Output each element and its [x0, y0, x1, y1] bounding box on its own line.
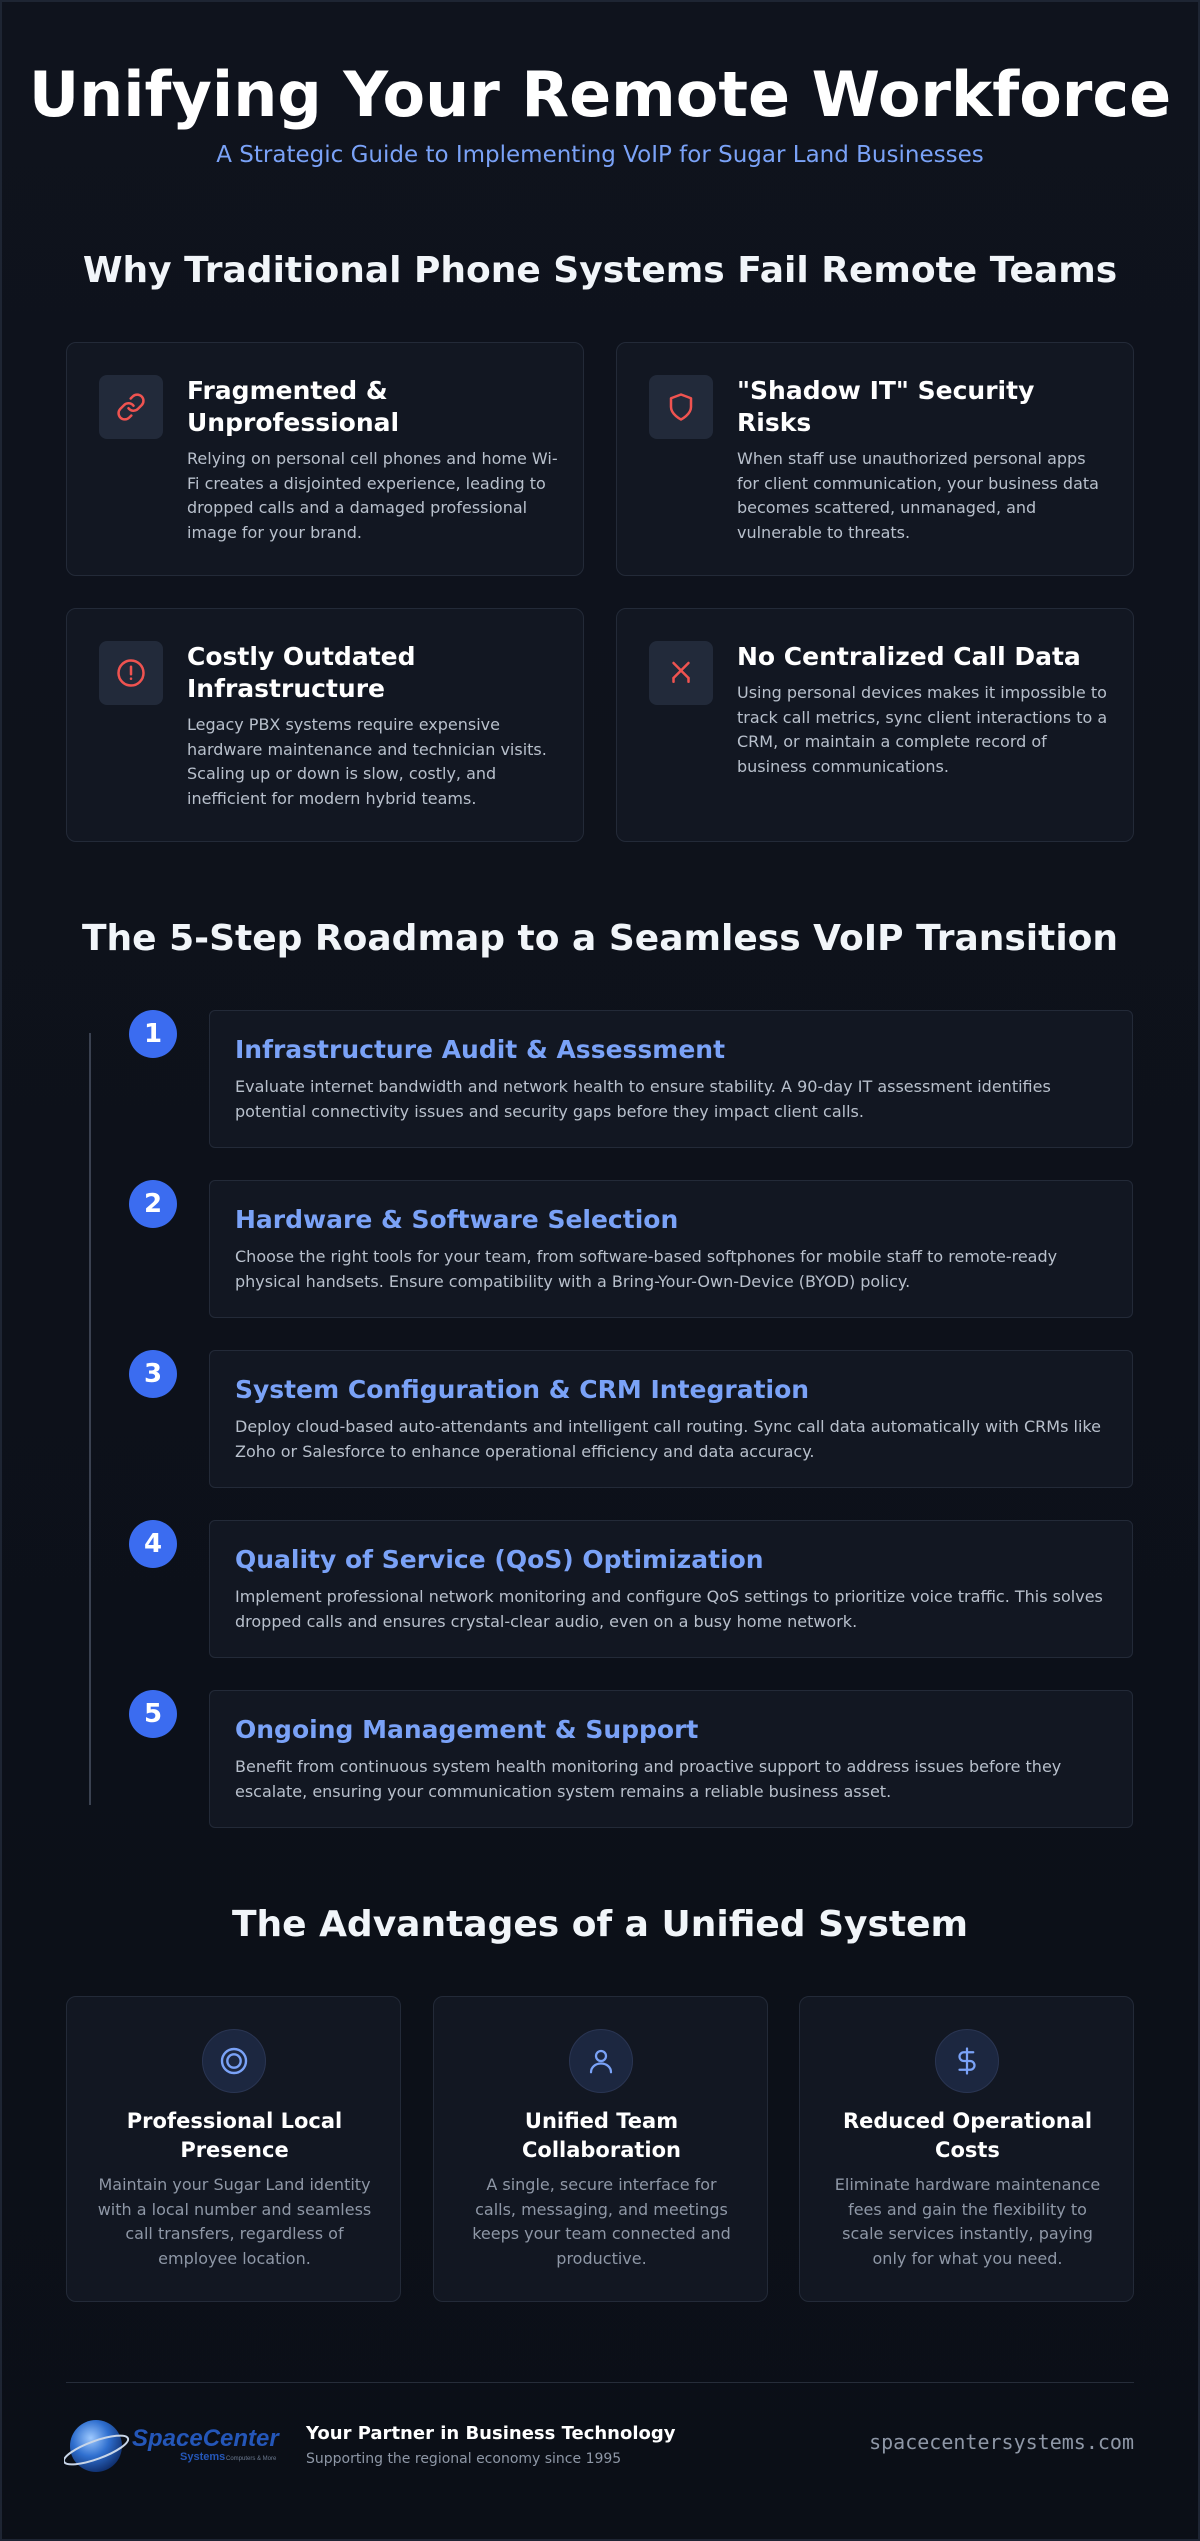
shield-icon: [649, 375, 713, 439]
advantage-text: A single, secure interface for calls, messaging, and meetings keeps your team connected and productive.: [472, 2175, 731, 2268]
roadmap-step-card: [209, 1690, 1133, 1828]
step-number-badge: 4: [129, 1520, 177, 1568]
step-title: System Configuration & CRM Integration: [235, 1375, 810, 1404]
footer-subline: Supporting the regional economy since 1995: [306, 2451, 622, 2467]
scissors-icon: [649, 641, 713, 705]
problem-card-call-data: [616, 608, 1134, 842]
problem-card-infrastructure: [66, 608, 584, 842]
problem-card-fragmented: [66, 342, 584, 576]
roadmap-step-card: [209, 1180, 1133, 1318]
step-number-badge: 2: [129, 1180, 177, 1228]
problem-heading: "Shadow IT" Security Risks: [737, 376, 1035, 437]
problem-text: When staff use unauthorized personal apps for client communication, your business data becomes scattered, unmanaged, and vulnerable to threats.: [737, 449, 1099, 542]
step-title: Ongoing Management & Support: [235, 1715, 699, 1744]
advantage-text: Maintain your Sugar Land identity with a local number and seamless call transfers, regardless of employee location.: [97, 2175, 372, 2268]
roadmap-step-card: [209, 1010, 1133, 1148]
step-number-badge: 1: [129, 1010, 177, 1058]
advantage-heading: Reduced Operational Costs: [842, 2109, 1093, 2162]
advantage-card-costs: [799, 1996, 1134, 2302]
roadmap-step-card: [209, 1520, 1133, 1658]
timeline-line: [89, 1033, 91, 1805]
step-text: Deploy cloud-based auto-attendants and intelligent call routing. Sync call data automatically with CRMs like Zoho or Salesforce to enhance operational efficiency and data accuracy.: [235, 1417, 1101, 1461]
problem-heading: Costly Outdated Infrastructure: [187, 642, 416, 703]
logo-subword: Systems: [180, 2451, 226, 2463]
website-link[interactable]: spacecentersystems.com: [869, 2430, 1134, 2454]
advantages-section-title: The Advantages of a Unified System: [231, 1904, 969, 1945]
user-icon: [569, 2029, 633, 2093]
logo-tag: Computers & More: [226, 2456, 277, 2462]
dollar-icon: [935, 2029, 999, 2093]
page-title: Unifying Your Remote Workforce: [28, 58, 1172, 131]
step-text: Benefit from continuous system health monitoring and proactive support to address issues before they escalate, ensuring your communication system remains a reliable business asset.: [235, 1757, 1062, 1801]
logo-wordmark: SpaceCenter: [132, 2425, 279, 2452]
advantage-card-collaboration: [433, 1996, 768, 2302]
step-title: Hardware & Software Selection: [235, 1205, 679, 1234]
page-subtitle: A Strategic Guide to Implementing VoIP for Sugar Land Businesses: [216, 142, 984, 168]
advantage-heading: Unified Team Collaboration: [521, 2109, 681, 2162]
link-icon: [99, 375, 163, 439]
step-number-badge: 3: [129, 1350, 177, 1398]
problem-heading: No Centralized Call Data: [737, 642, 1081, 671]
advantage-text: Eliminate hardware maintenance fees and gain the flexibility to scale services instantly, paying only for what you need.: [834, 2175, 1101, 2268]
problem-heading: Fragmented & Unprofessional: [187, 376, 400, 437]
footer-tagline: Your Partner in Business Technology: [306, 2423, 676, 2444]
advantage-card-local-presence: [66, 1996, 401, 2302]
roadmap-section-title: The 5-Step Roadmap to a Seamless VoIP Transition: [81, 918, 1119, 959]
problem-card-shadow-it: [616, 342, 1134, 576]
problem-text: Using personal devices makes it impossible to track call metrics, sync client interactions to a CRM, or maintain a complete record of business communications.: [737, 683, 1108, 776]
roadmap-step-card: [209, 1350, 1133, 1488]
problem-text: Legacy PBX systems require expensive hardware maintenance and technician visits. Scaling up or down is slow, costly, and inefficient for modern hybrid teams.: [187, 715, 547, 808]
step-number-badge: 5: [129, 1690, 177, 1738]
step-text: Evaluate internet bandwidth and network health to ensure stability. A 90-day IT assessment identifies potential connectivity issues and security gaps before they impact client calls.: [235, 1077, 1051, 1121]
step-text: Implement professional network monitoring and configure QoS settings to prioritize voice traffic. This solves dropped calls and ensures crystal-clear audio, even on a busy home network.: [235, 1587, 1103, 1631]
company-logo: [64, 2412, 294, 2476]
target-icon: [202, 2029, 266, 2093]
step-text: Choose the right tools for your team, from software-based softphones for mobile staff to remote-ready physical handsets. Ensure compatibility with a Bring-Your-Own-Device (BYOD) policy.: [235, 1247, 1058, 1291]
advantage-heading: Professional Local Presence: [126, 2109, 343, 2162]
problems-section-title: Why Traditional Phone Systems Fail Remote Teams: [82, 250, 1118, 291]
step-title: Quality of Service (QoS) Optimization: [235, 1545, 764, 1574]
footer-divider: [66, 2382, 1134, 2383]
alert-circle-icon: [99, 641, 163, 705]
step-title: Infrastructure Audit & Assessment: [235, 1035, 726, 1064]
problem-text: Relying on personal cell phones and home Wi-Fi creates a disjointed experience, leading to dropped calls and a damaged professional image for your brand.: [187, 449, 558, 542]
